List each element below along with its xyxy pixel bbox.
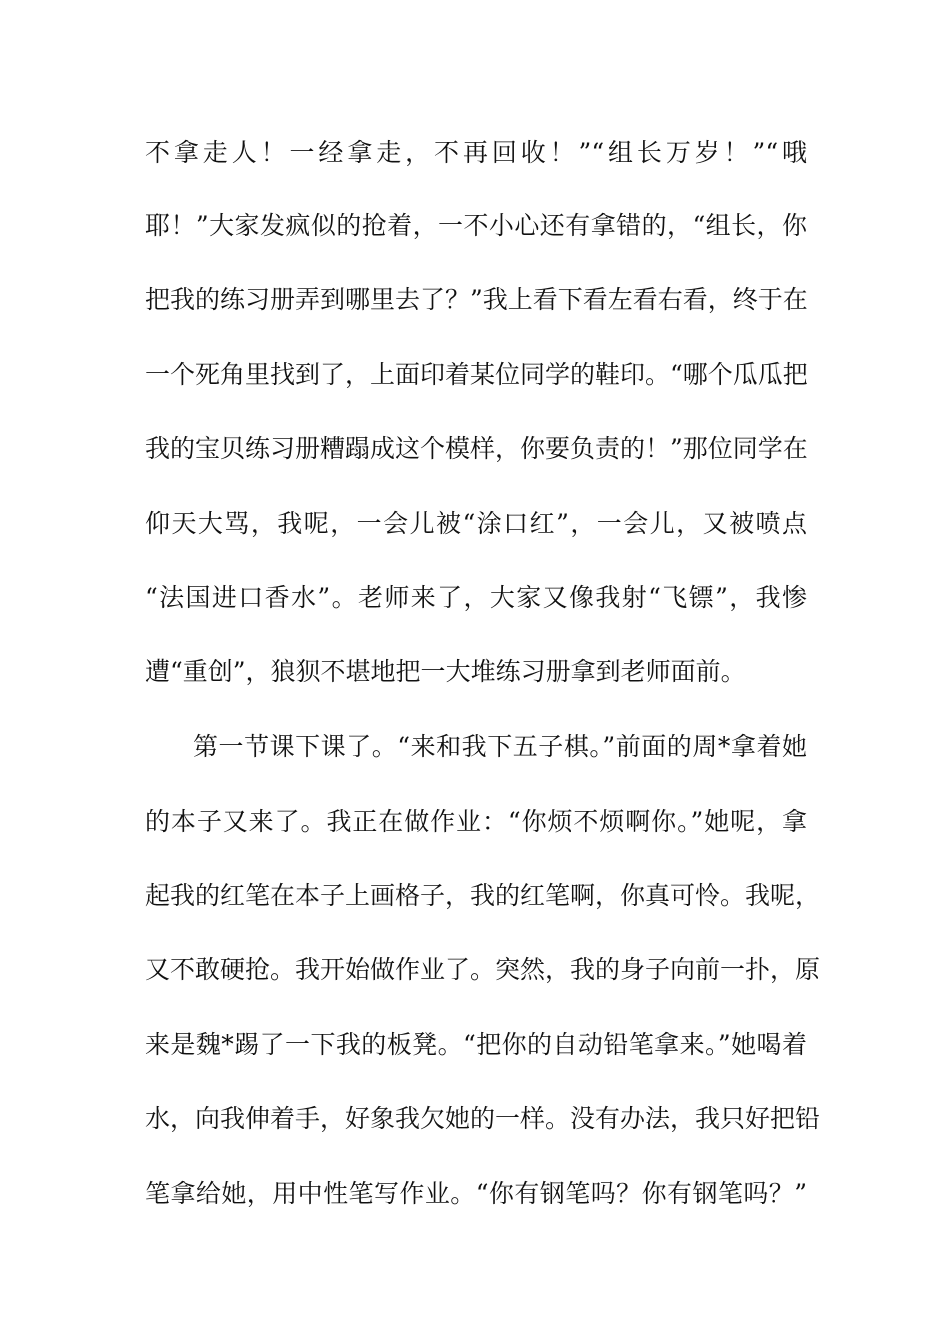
- paragraph-first-line: 第一节课下课了。“来和我下五子棋。”前面的周*拿着她: [193, 732, 807, 761]
- text-line: 遭“重创”，狼狈不堪地把一大堆练习册拿到老师面前。: [145, 657, 746, 686]
- text-line: 仰天大骂，我呢，一会儿被“涂口红”，一会儿，又被喷点: [145, 509, 807, 538]
- text-line: 起我的红笔在本子上画格子，我的红笔啊，你真可怜。我呢，: [145, 881, 821, 910]
- text-line: 又不敢硬抢。我开始做作业了。突然，我的身子向前一扑，原: [145, 955, 821, 984]
- text-line: “法国进口香水”。老师来了，大家又像我射“飞镖”，我惨: [145, 583, 807, 612]
- text-line: 来是魏*踢了一下我的板凳。“把你的自动铅笔拿来。”她喝着: [145, 1030, 807, 1059]
- text-line: 耶！”大家发疯似的抢着，一不小心还有拿错的，“组长，你: [145, 211, 807, 240]
- text-line: 我的宝贝练习册糟蹋成这个模样，你要负责的！”那位同学在: [145, 434, 808, 463]
- text-line: 的本子又来了。我正在做作业：“你烦不烦啊你。”她呢，拿: [145, 807, 807, 836]
- text-line: 一个死角里找到了，上面印着某位同学的鞋印。“哪个瓜瓜把: [145, 360, 808, 389]
- text-line: 水，向我伸着手，好象我欠她的一样。没有办法，我只好把铅: [145, 1104, 821, 1133]
- text-line: 不拿走人！一经拿走，不再回收！”“组长万岁！”“哦: [145, 138, 807, 167]
- text-line: 笔拿给她，用中性笔写作业。“你有钢笔吗？你有钢笔吗？”: [145, 1179, 807, 1208]
- text-line: 把我的练习册弄到哪里去了？”我上看下看左看右看，终于在: [145, 285, 808, 314]
